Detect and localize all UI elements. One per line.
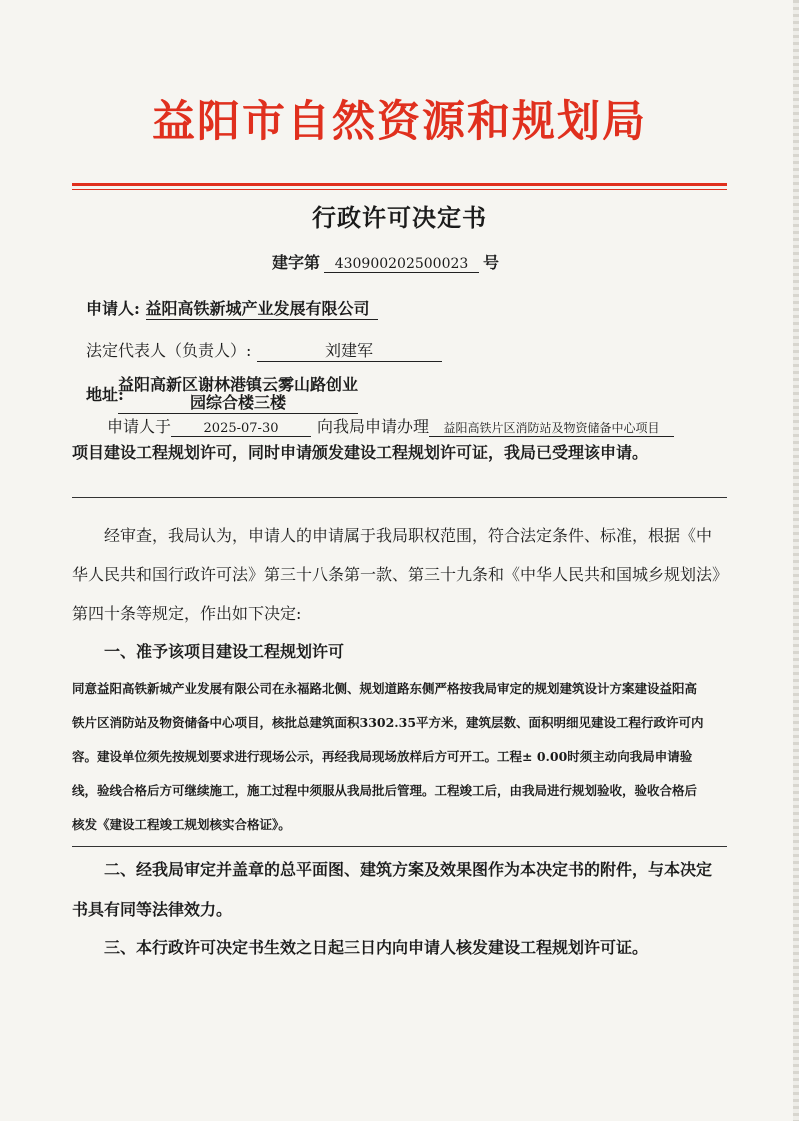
address-line-1: 益阳高新区谢林港镇云雾山路创业 <box>118 375 359 394</box>
organization-header: 益阳市自然资源和规划局 <box>152 97 647 147</box>
permit-number-line <box>272 250 499 273</box>
permit-prefix: 建字第 <box>272 253 321 272</box>
review-paragraph: 经审查，我局认为，申请人的申请属于我局职权范围，符合法定条件、标准，根据《中华人民共和国行政许可法》第三十八条第一款、第三十九条和《中华人民共和国城乡规划法》第四十条等规定，作出如下决定: <box>72 526 721 623</box>
scan-edge <box>793 0 799 1121</box>
divider-1 <box>72 497 727 498</box>
red-rule-thin <box>72 189 727 190</box>
decision-1-line-3: 容。建设单位须先按规划要求进行现场公示，再经我局现场放样后方可开工。工程± 0.00时须主动向我局申请验 <box>72 749 693 764</box>
representative-row <box>86 338 442 362</box>
applicant-row <box>86 296 378 320</box>
applicant-label: 申请人: <box>86 299 140 318</box>
application-middle: 向我局申请办理 <box>317 417 430 436</box>
decision-1-heading: 一、准予该项目建设工程规划许可 <box>104 642 345 661</box>
red-rule-top <box>72 183 727 186</box>
representative-name: 刘建军 <box>257 338 442 362</box>
application-project: 益阳高铁片区消防站及物资储备中心项目 <box>429 419 674 437</box>
decision-1-line-2: 铁片区消防站及物资储备中心项目，核批总建筑面积3302.35平方米，建筑层数、面积明细见建设工程行政许可内 <box>72 715 704 730</box>
permit-suffix: 号 <box>483 253 500 272</box>
address-label: 地址: <box>86 385 124 404</box>
decision-1-line-1: 同意益阳高铁新城产业发展有限公司在永福路北侧、规划道路东侧严格按我局审定的规划建筑设计方案建设益阳高 <box>72 681 698 696</box>
application-line <box>107 414 674 437</box>
decision-1-line-5: 核发《建设工程竣工规划核实合格证》。 <box>72 817 291 832</box>
permit-number: 430900202500023 <box>324 256 479 273</box>
divider-2 <box>72 846 727 847</box>
representative-label: 法定代表人（负责人）: <box>86 341 252 360</box>
application-tail: 项目建设工程规划许可，同时申请颁发建设工程规划许可证，我局已受理该申请。 <box>72 443 649 462</box>
document-title: 行政许可决定书 <box>312 203 487 232</box>
application-lead: 申请人于 <box>107 417 172 436</box>
decision-1-line-4: 线，验线合格后方可继续施工，施工过程中须服从我局批后管理。工程竣工后，由我局进行规划验收，验收合格后 <box>72 783 698 798</box>
decision-3-text: 三、本行政许可决定书生效之日起三日内向申请人核发建设工程规划许可证。 <box>104 938 649 957</box>
address-line-2: 园综合楼三楼 <box>118 390 358 414</box>
applicant-name: 益阳高铁新城产业发展有限公司 <box>146 296 378 320</box>
decision-2-line-1: 二、经我局审定并盖章的总平面图、建筑方案及效果图作为本决定书的附件，与本决定 <box>104 860 713 879</box>
application-date: 2025-07-30 <box>171 421 311 437</box>
decision-2-line-2: 书具有同等法律效力。 <box>72 900 233 919</box>
